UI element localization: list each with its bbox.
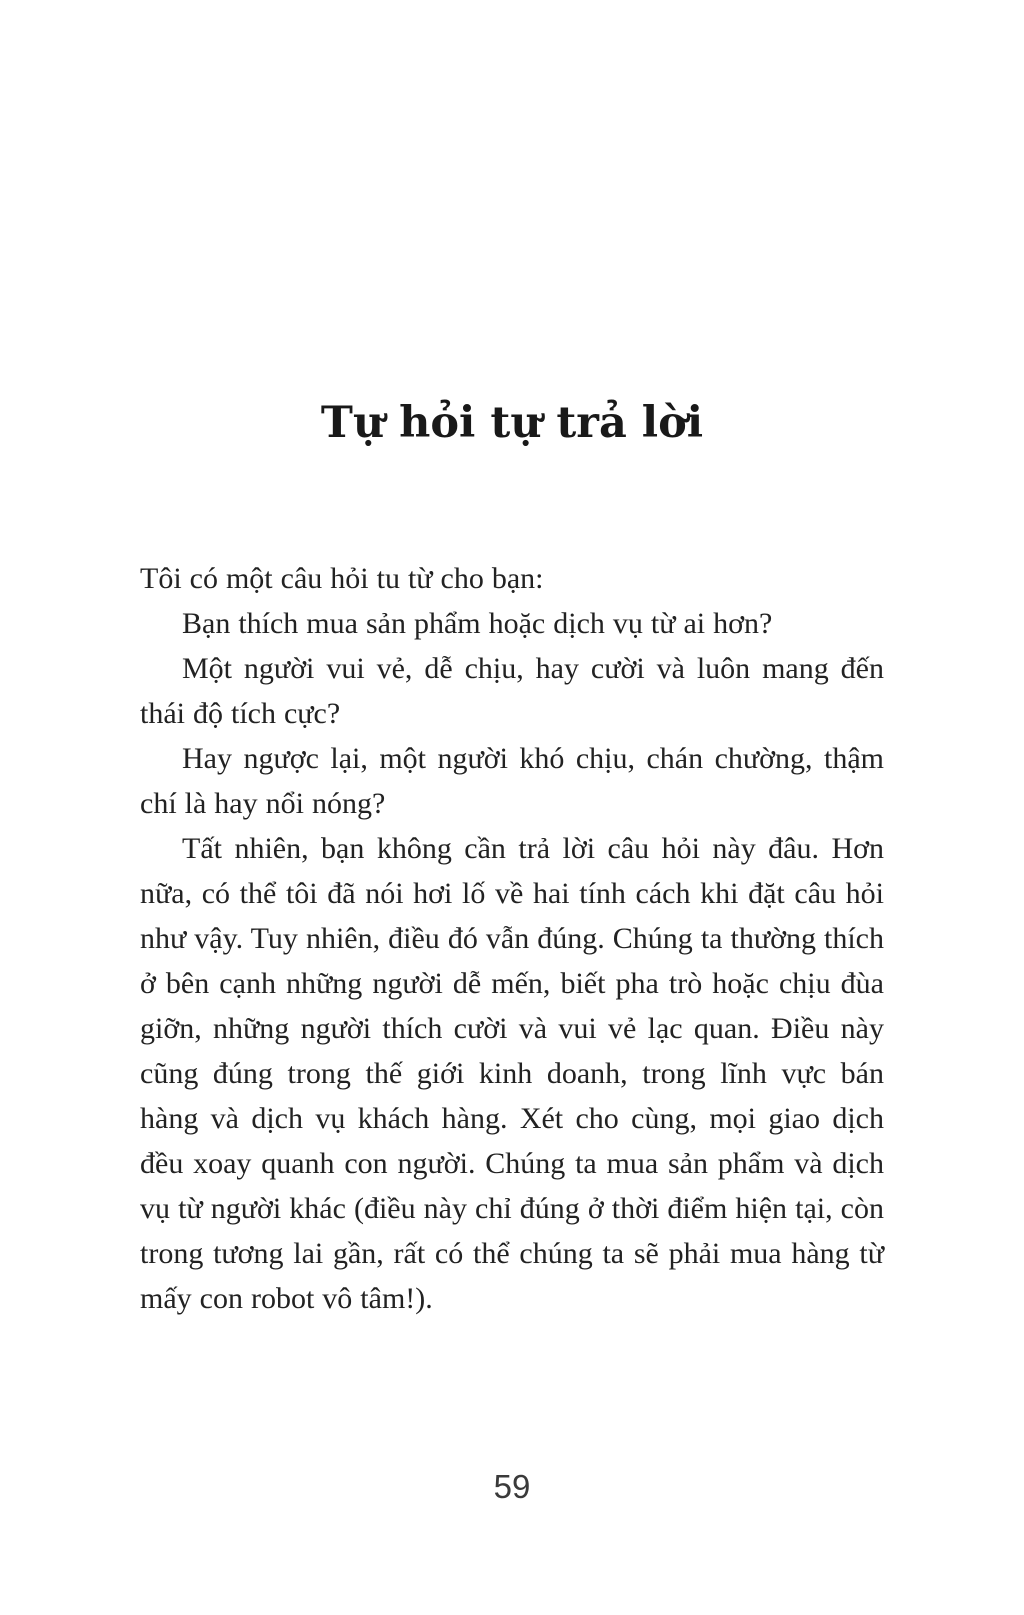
body-text <box>140 556 884 1321</box>
paragraph-5: Tất nhiên, bạn không cần trả lời câu hỏi này đâu. Hơn nữa, có thể tôi đã nói hơi lố về hai tính cách khi đặt câu hỏi như vậy. Tuy nhiên, điều đó vẫn đúng. Chúng ta thường thích ở bên cạnh những người dễ mến, biết pha trò hoặc chịu đùa giỡn, những người thích cười và vui vẻ lạc quan. Điều này cũng đúng trong thế giới kinh doanh, trong lĩnh vực bán hàng và dịch vụ khách hàng. Xét cho cùng, mọi giao dịch đều xoay quanh con người. Chúng ta mua sản phẩm và dịch vụ từ người khác (điều này chỉ đúng ở thời điểm hiện tại, còn trong tương lai gần, rất có thể chúng ta sẽ phải mua hàng từ mấy con robot vô tâm!). <box>140 832 884 1315</box>
paragraph-4: Hay ngược lại, một người khó chịu, chán chường, thậm chí là hay nổi nóng? <box>140 742 884 820</box>
paragraph-3: Một người vui vẻ, dễ chịu, hay cười và luôn mang đến thái độ tích cực? <box>140 652 884 730</box>
chapter-title: Tự hỏi tự trả lời <box>320 398 704 448</box>
page-number: 59 <box>493 1468 531 1505</box>
paragraph-1: Tôi có một câu hỏi tu từ cho bạn: <box>140 562 544 595</box>
paragraph-2: Bạn thích mua sản phẩm hoặc dịch vụ từ ai hơn? <box>182 607 773 640</box>
